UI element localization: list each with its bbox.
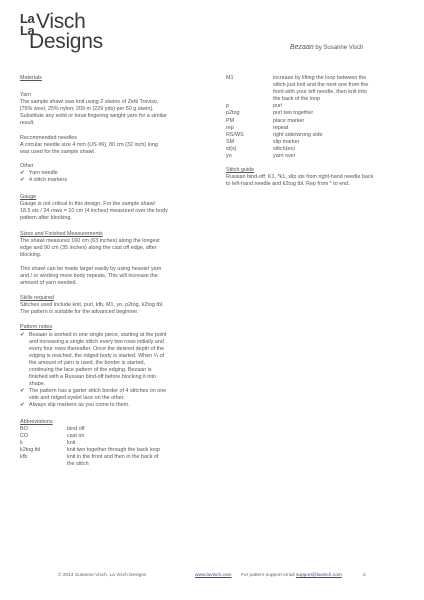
abbreviation-definition: knit in the front and then in the back of — [67, 454, 159, 461]
pattern-notes-heading: Pattern notes — [20, 324, 53, 331]
abbreviation-definition: purl — [273, 103, 282, 110]
text-line: every four rows thereafter. Once the desired depth of the — [29, 345, 165, 352]
abbreviation-term: st(s) — [226, 145, 237, 152]
skills-heading: Skills required — [20, 295, 54, 302]
text-line: Always slip markers as you come to them. — [29, 402, 130, 409]
abbreviation-row — [226, 118, 406, 125]
left-column — [20, 75, 220, 468]
abbreviation-definition: stitch(es) — [273, 145, 295, 152]
abbreviation-definition: knit — [67, 439, 76, 446]
text-line: The sample shawl was knit using 2 skeins of Zetti Treviso, — [20, 99, 159, 106]
list-item — [20, 402, 220, 409]
logo-word-visch: Visch — [36, 10, 86, 33]
abbreviation-term: p — [226, 103, 229, 110]
footer-website-link[interactable] — [195, 572, 232, 579]
text-line: edge and 90 cm (35 inches) along the cast off edge, after — [20, 244, 157, 251]
needles-subheading: Recommended needles — [20, 134, 77, 141]
abbreviation-definition: slip marker — [273, 138, 300, 145]
page-number: 2 — [363, 573, 366, 578]
abbreviation-term: RS/WS — [226, 131, 244, 138]
yarn-subheading: Yarn — [20, 92, 31, 99]
check-icon: ✔ — [20, 331, 25, 338]
abbreviation-row — [20, 433, 220, 440]
check-icon: ✔ — [20, 177, 25, 184]
abbreviation-term: SM — [226, 138, 235, 145]
needles-text — [20, 142, 220, 156]
text-line: amount of yarn needed. — [20, 280, 77, 287]
abbreviation-term: rep — [226, 124, 234, 131]
other-subheading: Other — [20, 162, 34, 169]
check-icon: ✔ — [20, 169, 25, 176]
pattern-name: Bezaan — [290, 44, 314, 51]
list-item-text: 4 stitch markers — [29, 177, 68, 184]
abbreviation-definition: the stitch — [67, 461, 89, 468]
text-line: to left-hand needle and k2tog tbl. Rep from * to end. — [226, 181, 350, 188]
text-line: 18.5 sts / 24 rows = 10 cm (4 inches) measured over the body — [20, 208, 168, 215]
footer-copyright: © 2014 Susanne Visch, La Visch Designs — [58, 573, 147, 578]
abbreviation-definition: cast on — [67, 432, 85, 439]
abbreviation-definition: increase by lifting the loop between the — [273, 75, 367, 81]
list-item — [20, 177, 220, 184]
abbreviation-list — [20, 426, 220, 469]
materials-heading: Materials — [20, 75, 42, 81]
text-line: blocking. — [20, 251, 42, 258]
abbreviation-row — [20, 426, 220, 433]
abbreviation-definition: stitch just knit and the next one from the — [273, 82, 369, 89]
abbreviation-row — [20, 454, 220, 468]
abbreviation-definition: the back of the loop — [273, 96, 321, 103]
abbreviation-term: PM — [226, 117, 235, 124]
abbreviation-definition: yarn over — [273, 153, 296, 160]
text-line: The pattern has a garter stitch border of 4 stitches on one — [29, 388, 167, 395]
check-icon: ✔ — [20, 402, 25, 409]
abbreviation-term: p2tog — [226, 110, 240, 117]
abbreviation-row — [226, 125, 406, 132]
yarn-text — [20, 99, 220, 127]
list-item-text: Yarn needle — [29, 169, 58, 176]
website-link-text[interactable]: www.lavisch.com — [195, 573, 232, 578]
abbreviation-row — [20, 447, 220, 454]
abbreviation-term: yo — [226, 153, 232, 160]
text-line: and / or working more body repeats. This will increase the — [20, 272, 158, 279]
gauge-heading: Gauge — [20, 194, 37, 201]
support-email-link[interactable]: support@lavisch.com — [295, 573, 342, 578]
abbreviation-definition: place marker — [273, 117, 305, 124]
check-icon: ✔ — [20, 388, 25, 395]
logo-la-top: La — [20, 11, 35, 26]
document-title — [290, 44, 363, 52]
abbreviation-row — [226, 146, 406, 153]
text-line: continuing the lace pattern of the edging. Bezaan is — [29, 367, 152, 373]
abbreviation-term: k2tog tbl — [20, 446, 41, 453]
abbreviation-definition: knit two together through the back loop — [67, 446, 160, 453]
abbreviation-term: M1 — [226, 75, 234, 81]
abbreviation-row — [20, 440, 220, 447]
text-line: Gauge is not critical in this design. For the sample shawl: — [20, 201, 157, 208]
support-prefix: For pattern support email — [241, 573, 296, 578]
abbreviation-definition: right side/wrong side — [273, 131, 323, 138]
abbreviations-heading: Abbreviations — [20, 418, 53, 425]
list-item — [20, 388, 220, 402]
abbreviation-list-continued — [226, 75, 406, 160]
text-line: Stitches used include knit, purl, kfb, M1, yo, p2tog, k2tog tbl. — [20, 302, 164, 309]
right-column — [226, 75, 406, 188]
abbreviation-row — [226, 103, 406, 110]
abbreviation-term: kfb — [20, 454, 28, 461]
text-line: and increasing a single stitch every two rows initially and — [29, 338, 164, 345]
logo-word-designs: Designs — [29, 30, 103, 53]
sizes-heading: Sizes and Finished Measurements — [20, 230, 103, 237]
text-line: side and ridged eyelet lace on the other. — [29, 395, 125, 402]
abbreviation-row — [226, 110, 406, 117]
abbreviation-definition: front with your left needle, then knit into — [273, 89, 367, 96]
text-line: The pattern is suitable for the advanced beginner. — [20, 309, 139, 316]
stitch-guide-heading: Stitch guide — [226, 167, 255, 174]
text-line: Russian bind-off: K1, *k1, slip sts from right-hand needle back — [226, 174, 374, 181]
footer-support — [241, 572, 342, 579]
abbreviation-definition: purl two together — [273, 110, 314, 117]
list-item — [20, 170, 220, 177]
text-line: shape. — [29, 381, 46, 388]
text-line: pattern after blocking. — [20, 215, 72, 222]
text-line: A circular needle size 4 mm (US #6), 80 cm (32 inch) long — [20, 141, 158, 148]
list-item — [20, 332, 220, 389]
text-line: edging is reached, the ridged body is started. When ¼ of — [29, 352, 165, 359]
text-line: Bezaan is worked in one single piece, starting at the point — [29, 331, 167, 338]
logo-la-bottom: La — [20, 23, 35, 38]
text-line: the amount of yarn is used, the border is started, — [29, 359, 145, 366]
text-line: This shawl can be made larger easily by using heavier yarn — [20, 265, 162, 272]
abbreviation-row — [226, 139, 406, 146]
text-line: The shawl measures 160 cm (63 inches) along the longest — [20, 237, 160, 244]
abbreviation-row — [226, 75, 406, 103]
author-byline: by Susanne Visch — [313, 45, 364, 51]
text-line: finished with a Russian bind-off before blocking it into — [29, 374, 156, 381]
abbreviation-term: k — [20, 439, 23, 446]
text-line: result. — [20, 120, 35, 127]
abbreviation-term: CO — [20, 432, 29, 439]
abbreviation-definition: bind off — [67, 425, 85, 432]
abbreviation-row — [226, 153, 406, 160]
abbreviation-row — [226, 132, 406, 139]
text-line: was used for the sample shawl. — [20, 148, 96, 155]
abbreviation-definition: repeat — [273, 124, 289, 131]
abbreviation-term: BO — [20, 425, 28, 432]
text-line: [75% wool, 25% nylon; 209 m (229 yds) per 50 g skein]. — [20, 106, 154, 113]
text-line: Substitute any solid or tonal fingering weight yarn for a similar — [20, 113, 167, 120]
